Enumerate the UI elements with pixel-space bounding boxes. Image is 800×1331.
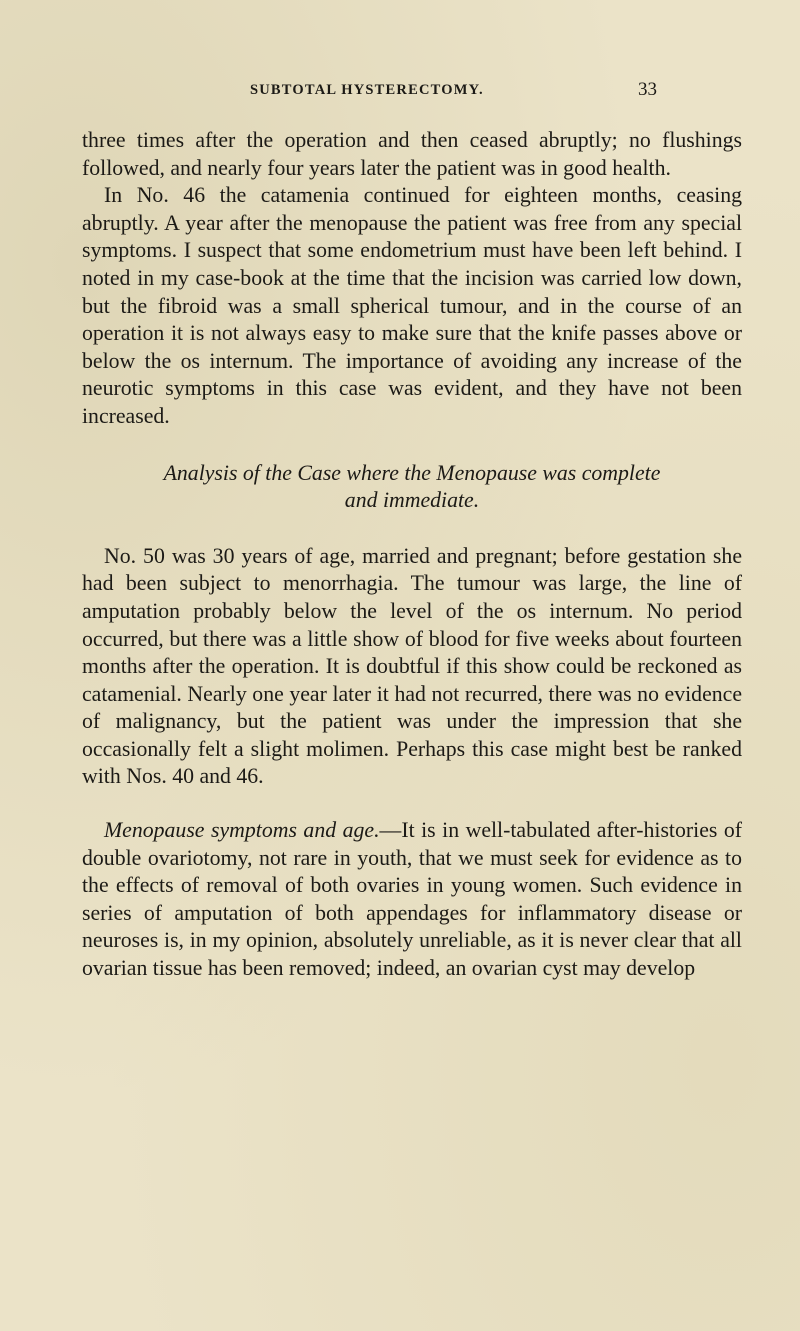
paragraph-4-text: —It is in well-tabulated after-histories of double ovariotomy, not rare in youth, that we must seek for evidence as to the effects of removal of both ovaries in young women. Such evidence in series of amputation of both appendages for inflammatory disease or neuroses is, in my opinion, absolutely unreliable, as it is never clear that all ovarian tissue has been removed; indeed, an ovarian cyst may develop: [82, 818, 742, 981]
running-head: SUBTOTAL HYSTERECTOMY.: [250, 82, 484, 98]
paragraph-2: In No. 46 the catamenia continued for eighteen months, ceasing abruptly. A year after the menopause the patient was free from any special symptoms. I suspect that some endometrium must have been left behind. I noted in my case-book at the time that the incision was carried low down, but the fibroid was a small spherical tumour, and in the course of an operation it is not always easy to make sure that the knife passes above or below the os internum. The importance of avoiding any increase of the neurotic symptoms in this case was evident, and they have not been increased.: [82, 183, 742, 428]
paragraph-gap: [82, 791, 742, 817]
page-header: [0, 79, 800, 108]
run-in-heading: Menopause symptoms and age.: [104, 818, 380, 843]
paragraph-1: three times after the operation and then ceased abruptly; no flushings followed, and nearly four years later the patient was in good health.: [82, 128, 742, 180]
section-heading-line-2: and immediate.: [344, 488, 480, 513]
paragraph-3: No. 50 was 30 years of age, married and pregnant; before gestation she had been subject to menorrhagia. The tumour was large, the line of amputation probably below the level of the os internum. No period occurred, but there was a little show of blood for five weeks about fourteen months after the operation. It is doubtful if this show could be reckoned as catamenial. Nearly one year later it had not recurred, there was no evidence of malignancy, but the patient was under the impression that she occasionally felt a slight molimen. Perhaps this case might best be ranked with Nos. 40 and 46.: [82, 543, 742, 789]
page-number: 33: [638, 79, 657, 100]
body-text: [82, 127, 742, 983]
section-heading-line-1: Analysis of the Case where the Menopause was complete: [163, 460, 661, 485]
section-heading: [82, 460, 742, 515]
paragraph-4: [82, 817, 742, 983]
